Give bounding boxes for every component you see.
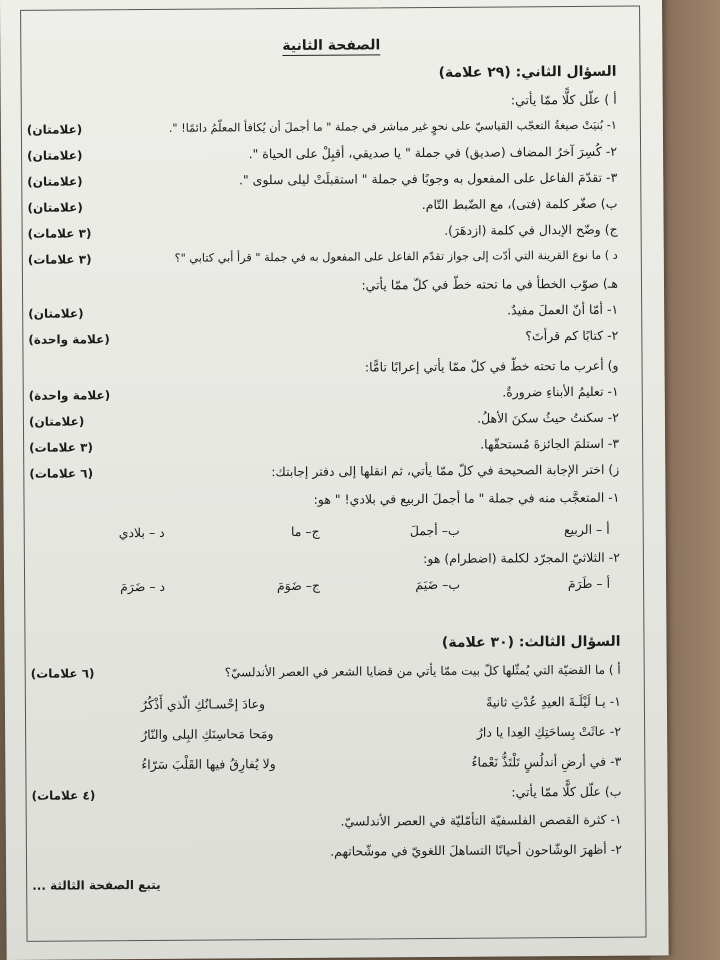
- option: د – بلادي: [118, 524, 165, 541]
- q2-w3: ٣- استلمَ الجائزةَ مُستحقّها. (٣ علامات): [29, 435, 620, 455]
- option: ج– ضَوَمَ: [276, 577, 321, 594]
- option: ب– أجملَ: [409, 522, 460, 539]
- q3-b1: ١- كثرة القصص الفلسفيّة التأمّليّة في العصر الأندلسيّ.: [340, 811, 622, 829]
- q3-verse-1: ١- يـا لَيْلَـةَ العيدِ عُدْتِ ثانيةً وعادَ إحْسـانُكِ الّذي أَذْكُرُ: [140, 693, 621, 713]
- q3-title: السؤال الثالث: (٣٠ علامة): [441, 633, 621, 651]
- q3-b2: ٢- أظهرَ الوشّاحون أحيانًا التساهلَ اللغويّ في موشّحاتهم.: [330, 841, 622, 859]
- option: ب– ضَيَمَ: [415, 576, 461, 593]
- q2-a-heading: أ ) علّل كلًّا ممّا يأتي:: [510, 91, 617, 108]
- q2-h2: ٢- كتابًا كم قرأتَ؟ (علامة واحدة): [28, 327, 619, 347]
- q2-w-heading: و) أعرب ما تحته خطّ في كلّ ممّا يأتي إعرابًا تامًّا:: [364, 357, 619, 375]
- q2-z-heading: ز) اختر الإجابة الصحيحة في كلّ ممّا يأتي، ثم انقلها إلى دفتر إجابتك: (٦ علامات): [29, 461, 620, 481]
- q2-z2: ٢- الثلاثيّ المجرّد لكلمة (اضطرام) هو:: [423, 549, 620, 567]
- q2-h1: ١- أمّا أنّ العملَ مفيدٌ. (علامتان): [28, 301, 619, 321]
- option: أ – الربيع: [563, 521, 610, 538]
- q2-w2: ٢- سكنتُ حيثُ سكنَ الأهلُ. (علامتان): [28, 409, 619, 429]
- q2-z2-options: [30, 572, 620, 600]
- option: أ – طَرَمَ: [567, 575, 611, 592]
- footer-continue-note: يتبع الصفحة الثالثة ...: [32, 877, 161, 893]
- q2-b: ب) صغّر كلمة (فتى)، مع الضّبط التّام. (علامتان): [27, 195, 618, 215]
- q3-verse-3: ٣- في أرضِ أندلُسٍ تَلْتَذُّ نَعْماءُ ولا يُفارِقُ فيها القَلْبَ سَرّاءُ: [141, 753, 622, 773]
- q2-d: د ) ما نوع القرينة التي أدّت إلى جواز تقدّم الفاعل على المفعول به في جملة " قرأ أبي كتابي "؟ (٣ علامات): [27, 248, 618, 267]
- q2-z1-options: [30, 518, 620, 546]
- option: ج– ما: [290, 523, 320, 539]
- q2-z1: ١- المتعجَّب منه في جملة " ما أجملَ الربيع في بلادي! " هو:: [313, 489, 620, 507]
- page-title: الصفحة الثانية: [282, 37, 381, 55]
- q3-a-heading: أ ) ما القضيّة التي يُمثّلها كلّ بيت ممّا يأتي من قضايا الشعر في العصر الأندلسيّ؟ (٦ علامات): [30, 662, 621, 681]
- q2-a2: ٢- كُسِرَ آخرُ المضاف (صديق) في جملة " يا صديقي، أقبِلْ على الحياة ". (علامتان): [27, 143, 618, 163]
- q2-w1: ١- تعليمُ الأبناءِ ضرورةٌ. (علامة واحدة): [28, 383, 619, 403]
- option: د – ضَرَمَ: [120, 578, 166, 595]
- q2-a3: ٣- تقدّمَ الفاعل على المفعول به وجوبًا في جملة " استقبلَتْ ليلى سلوى ". (علامتان): [27, 169, 618, 189]
- q2-title: السؤال الثاني: (٢٩ علامة): [438, 63, 617, 81]
- q3-b-heading: ب) علّل كلًّا ممّا يأتي: (٤ علامات): [31, 783, 622, 803]
- q2-h-heading: هـ) صوّب الخطأ في ما تحته خطّ في كلّ ممّا يأتي:: [361, 275, 619, 293]
- q3-verse-2: ٢- عاثَتْ بِساحَتِكِ العِدا يا دارُ ومَحا مَحاسِنَكِ البِلى والنّارُ: [141, 723, 622, 743]
- q2-c: ج) وضّح الإبدال في كلمة (ازدهَرَ). (٣ علامات): [27, 221, 618, 241]
- q2-a1: ١- بُنيَتْ صيغةُ التعجّب القياسيّ على نحوٍ غير مباشر في جملة " ما أجملَ أن يُكافأ المعلّمُ دائمًا! ". (علامتان): [26, 118, 617, 137]
